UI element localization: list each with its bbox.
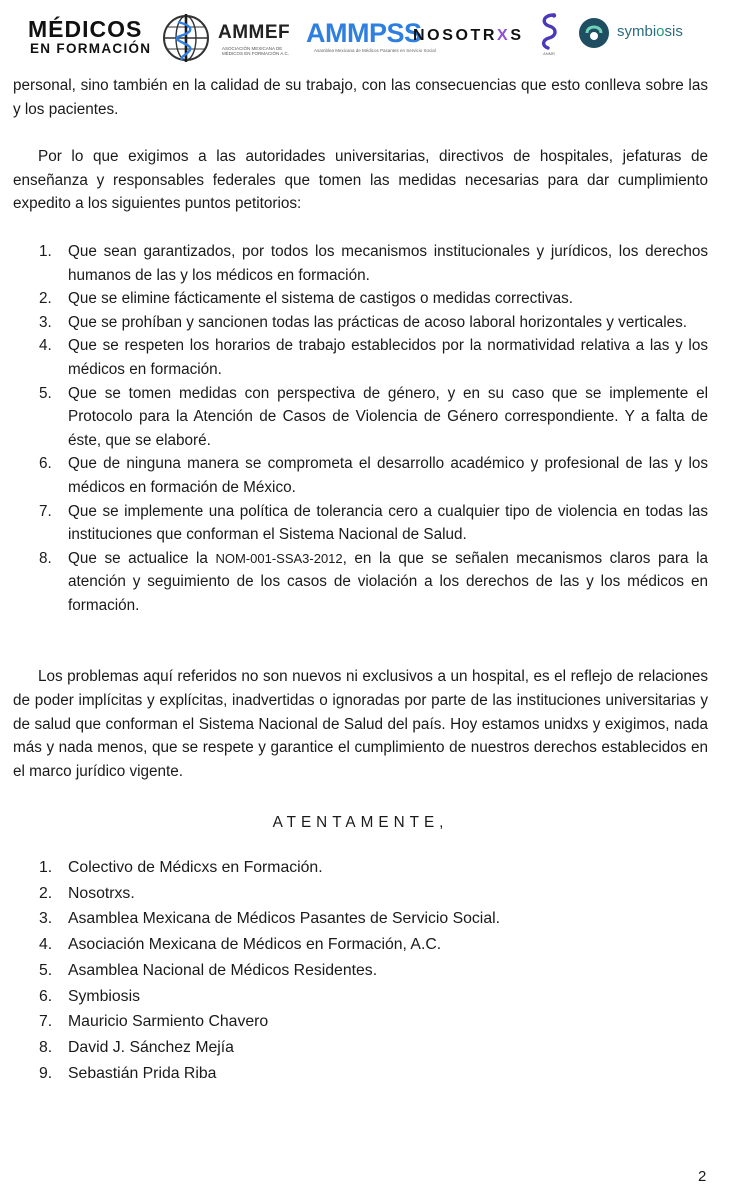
list-item-text: Que se tomen medidas con perspectiva de género, y en su caso que se implemente el Protocolo para la Atención de Casos de Violencia de Género correspondiente. Y a falta de éste, que se elaboré. (68, 384, 708, 449)
ammef-subtitle: ASOCIACIÓN MEXICANA DE MÉDICOS EN FORMACIÓN A.C. (222, 46, 290, 56)
medicos-en-formacion-logo: MÉDICOS (28, 16, 143, 42)
signatory-name: Asamblea Nacional de Médicos Residentes. (68, 961, 378, 979)
list-item-number: 6. (39, 987, 53, 1005)
list-item-number: 2. (39, 290, 52, 308)
list-item-number: 7. (39, 502, 52, 520)
symbiosis-mark-icon (577, 16, 611, 50)
ammpss-subtitle: Asamblea Mexicana de Médicos Pasantes en Servicio Social (314, 48, 436, 53)
signatory-name: David J. Sánchez Mejía (68, 1038, 234, 1056)
list-item (13, 334, 708, 381)
list-item (13, 1061, 708, 1087)
snake-icon-label: ANMR (543, 51, 555, 56)
list-item-number: 5. (39, 961, 53, 979)
page-number: 2 (698, 1168, 707, 1185)
list-item (13, 855, 708, 881)
list-item (13, 500, 708, 547)
symbiosis-logo-dot: o (656, 23, 665, 40)
list-item-text: Que de ninguna manera se comprometa el desarrollo académico y profesional de las y los médicos en formación de México. (68, 455, 708, 496)
list-item-text-post: , en la que se señalen mecanismos claros para la atención y seguimiento de los casos de violación a los derechos de las y los médicos en formación. (68, 549, 708, 614)
signatories-list (13, 855, 708, 1086)
signatory-name: Sebastián Prida Riba (68, 1064, 217, 1082)
list-item-number: 6. (39, 455, 52, 473)
signatory-name: Symbiosis (68, 987, 140, 1005)
closing-salutation: ATENTAMENTE, (272, 814, 449, 832)
list-item (13, 287, 708, 311)
signatory-name: Mauricio Sarmiento Chavero (68, 1013, 269, 1031)
logo-header (0, 0, 741, 72)
ammpss-logo: AMMPSS (306, 18, 422, 48)
list-item-text: Que se elimine fácticamente el sistema de castigos o medidas correctivas. (68, 290, 574, 308)
caduceus-globe-icon (160, 12, 212, 64)
list-item (13, 382, 708, 453)
list-item-number: 4. (39, 936, 53, 954)
list-item-text-pre: Que se actualice la (68, 549, 216, 567)
list-item-number: 1. (39, 859, 53, 877)
list-item (13, 881, 708, 907)
paragraph-continuation: personal, sino también en la calidad de su trabajo, con las consecuencias que esto conlleva sobre las y los pacientes. (13, 77, 708, 118)
signatory-name: Asamblea Mexicana de Médicos Pasantes de Servicio Social. (68, 910, 501, 928)
list-item (13, 1009, 708, 1035)
medicos-en-formacion-subtitle: EN FORMACIÓN (30, 41, 152, 56)
list-item-number: 8. (39, 1038, 53, 1056)
list-item (13, 906, 708, 932)
list-item-text: Que se prohíban y sancionen todas las prácticas de acoso laboral horizontales y verticales. (68, 313, 688, 331)
nosotrxs-logo-part-a: NOSOTR (413, 27, 498, 44)
list-item-number: 8. (39, 549, 52, 567)
list-item-text: Que sean garantizados, por todos los mecanismos institucionales y jurídicos, los derechos humanos de las y los médicos en formación. (68, 242, 708, 284)
document-body (13, 74, 708, 1086)
symbiosis-logo-part-b: sis (664, 23, 683, 40)
nom-reference: NOM-001-SSA3-2012 (215, 550, 343, 566)
list-item (13, 547, 708, 618)
demands-list (13, 240, 708, 618)
paragraph-demands-intro: Por lo que exigimos a las autoridades universitarias, directivos de hospitales, jefaturas de enseñanza y responsables federales que tomen las medidas necesarias para dar cumplimiento expedito a los siguientes puntos petitorios: (13, 148, 708, 213)
paragraph-conclusion: Los problemas aquí referidos no son nuevos ni exclusivos a un hospital, es el reflejo de relaciones de poder implícitas y explícitas, inadvertidas o ignoradas por parte de las instituciones universitarias y de salud que conforman el Sistema Nacional de Salud del país. Hoy estamos unidxs y exigimos, nada más y nada menos, que se respete y garantice el cumplimiento de nuestros derechos establecidos en el marco jurídico vigente. (13, 668, 708, 780)
list-item-number: 2. (39, 884, 53, 902)
list-item-number: 5. (39, 384, 52, 402)
list-item-number: 1. (39, 242, 52, 260)
list-item (13, 452, 708, 499)
list-item (13, 240, 708, 287)
list-item-number: 7. (39, 1013, 53, 1031)
signatory-name: Nosotrxs. (68, 884, 135, 902)
list-item-text: Que se implemente una política de tolerancia cero a cualquier tipo de violencia en todas las instituciones que conforman el Sistema Nacional de Salud. (68, 502, 708, 544)
list-item-number: 3. (39, 313, 52, 331)
ammef-logo: AMMEF (218, 22, 291, 43)
nosotrxs-logo-x: X (497, 27, 511, 44)
signatory-name: Asociación Mexicana de Médicos en Formación, A.C. (68, 936, 442, 954)
list-item-number: 9. (39, 1064, 53, 1082)
list-item (13, 984, 708, 1010)
nosotrxs-logo (413, 27, 524, 45)
list-item (13, 1035, 708, 1061)
list-item-text: Que se respeten los horarios de trabajo establecidos por la normatividad relativa a las y los médicos en formación. (68, 337, 708, 378)
nosotrxs-logo-part-b: S (510, 27, 524, 44)
symbiosis-logo (617, 23, 683, 40)
list-item (13, 958, 708, 984)
list-item-number: 4. (39, 337, 52, 355)
signatory-name: Colectivo de Médicxs en Formación. (68, 859, 323, 877)
snake-icon (538, 12, 560, 56)
symbiosis-logo-part-a: symbi (617, 23, 657, 40)
list-item (13, 311, 708, 335)
list-item (13, 932, 708, 958)
list-item-number: 3. (39, 910, 53, 928)
